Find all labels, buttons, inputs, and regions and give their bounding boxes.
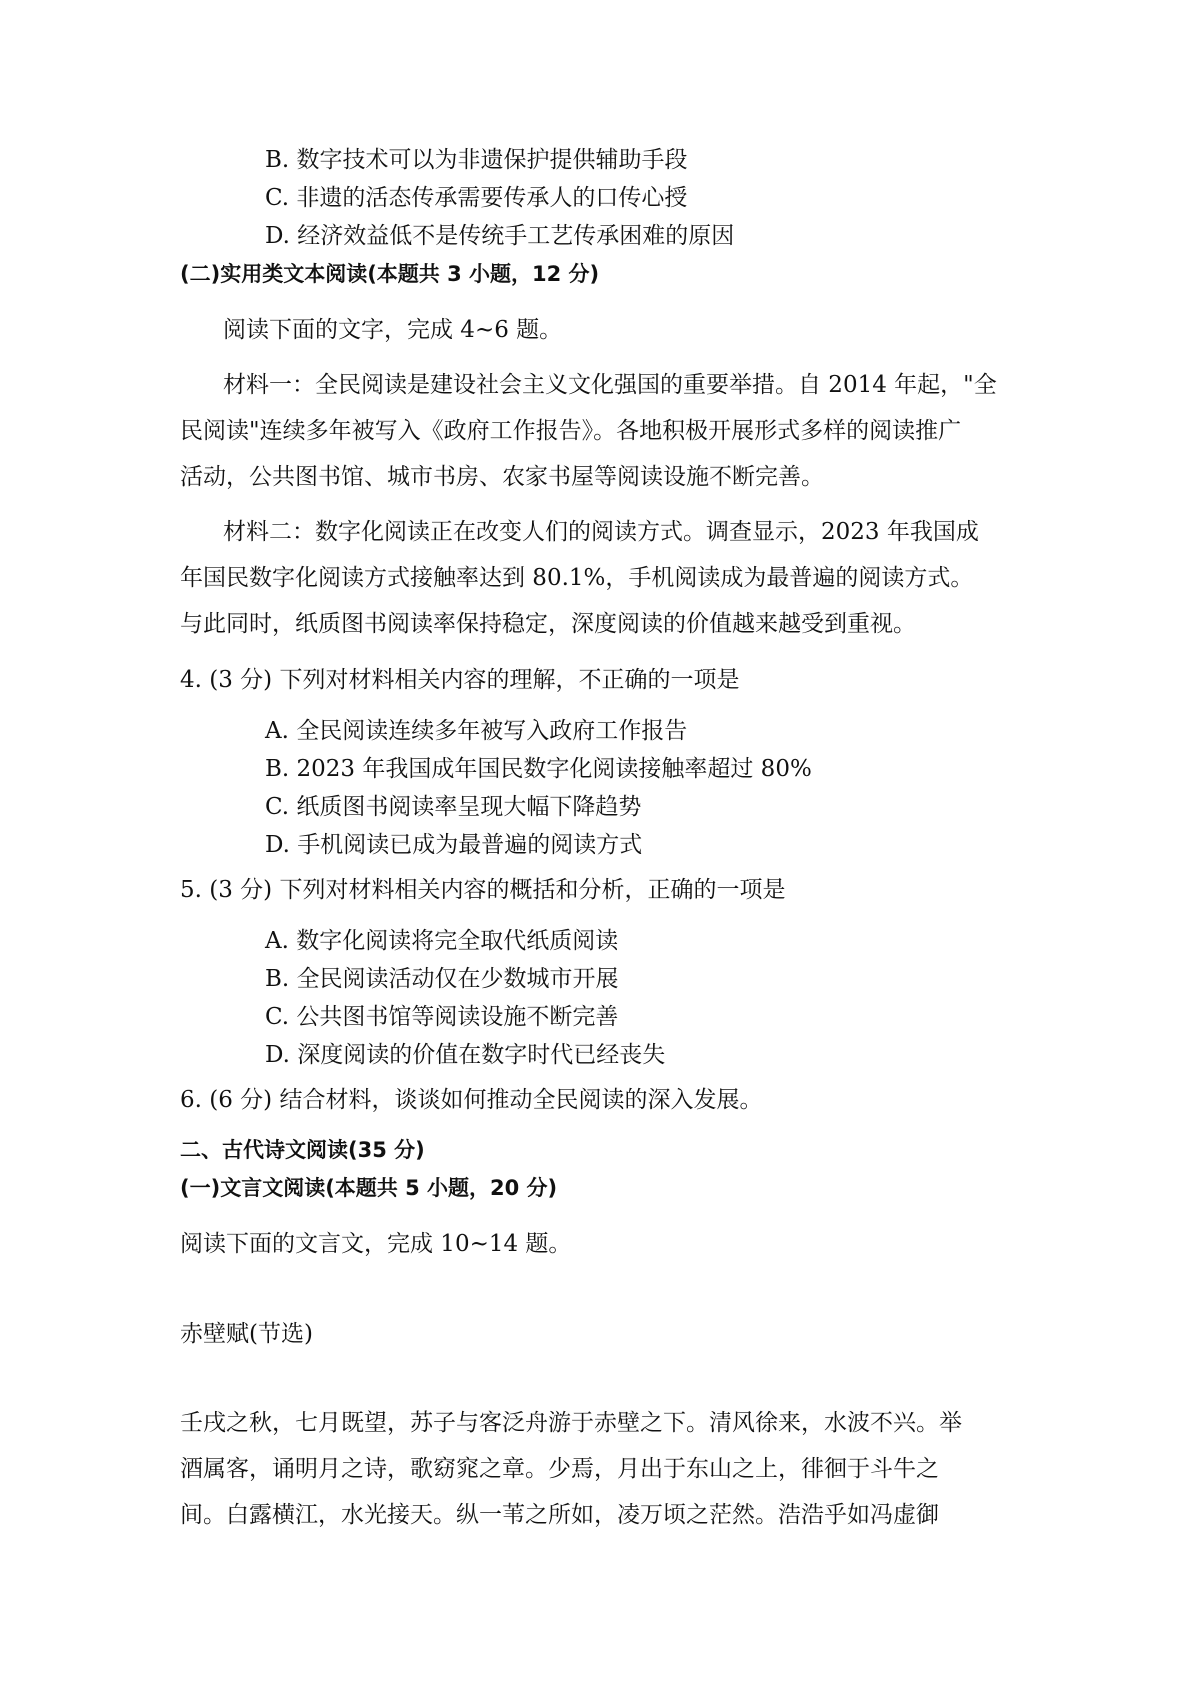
classical-text-line: 壬戌之秋，七月既望，苏子与客泛舟游于赤壁之下。清风徐来，水波不兴。举: [180, 1410, 962, 1436]
material-2-line: 材料二：数字化阅读正在改变人们的阅读方式。调查显示，2023 年我国成: [223, 519, 979, 545]
material-2-line: 年国民数字化阅读方式接触率达到 80.1%，手机阅读成为最普遍的阅读方式。: [180, 565, 974, 591]
q5-option-a: A. 数字化阅读将完全取代纸质阅读: [265, 928, 619, 954]
q3-option-d: D. 经济效益低不是传统手工艺传承困难的原因: [265, 223, 735, 249]
q5-option-c: C. 公共图书馆等阅读设施不断完善: [265, 1004, 619, 1030]
q4-option-a: A. 全民阅读连续多年被写入政府工作报告: [265, 718, 688, 744]
material-1-line: 材料一：全民阅读是建设社会主义文化强国的重要举措。自 2014 年起，"全: [223, 372, 997, 398]
question-5-stem: 5. (3 分) 下列对材料相关内容的概括和分析，正确的一项是: [180, 877, 786, 903]
section-heading-practical-reading: (二)实用类文本阅读(本题共 3 小题，12 分): [180, 262, 600, 286]
classical-instruction: 阅读下面的文言文，完成 10~14 题。: [180, 1231, 572, 1257]
q5-option-d: D. 深度阅读的价值在数字时代已经丧失: [265, 1042, 666, 1068]
classical-text-line: 间。白露横江，水光接天。纵一苇之所如，凌万顷之茫然。浩浩乎如冯虚御: [180, 1502, 939, 1528]
material-1-line: 活动，公共图书馆、城市书房、农家书屋等阅读设施不断完善。: [180, 464, 824, 490]
q5-option-b: B. 全民阅读活动仅在少数城市开展: [265, 966, 619, 992]
material-1-line: 民阅读"连续多年被写入《政府工作报告》。各地积极开展形式多样的阅读推广: [180, 418, 962, 444]
question-4-stem: 4. (3 分) 下列对材料相关内容的理解，不正确的一项是: [180, 667, 740, 693]
section-instruction: 阅读下面的文字，完成 4~6 题。: [223, 317, 563, 343]
question-6-stem: 6. (6 分) 结合材料，谈谈如何推动全民阅读的深入发展。: [180, 1087, 763, 1113]
classical-text-title: 赤壁赋(节选): [180, 1321, 313, 1347]
section-heading-classical-chinese: (一)文言文阅读(本题共 5 小题，20 分): [180, 1176, 558, 1200]
q4-option-c: C. 纸质图书阅读率呈现大幅下降趋势: [265, 794, 642, 820]
material-2-line: 与此同时，纸质图书阅读率保持稳定，深度阅读的价值越来越受到重视。: [180, 611, 916, 637]
q4-option-b: B. 2023 年我国成年国民数字化阅读接触率超过 80%: [265, 756, 812, 782]
part-2-heading: 二、古代诗文阅读(35 分): [180, 1138, 425, 1162]
q3-option-b: B. 数字技术可以为非遗保护提供辅助手段: [265, 147, 688, 173]
classical-text-line: 酒属客，诵明月之诗，歌窈窕之章。少焉，月出于东山之上，徘徊于斗牛之: [180, 1456, 939, 1482]
q4-option-d: D. 手机阅读已成为最普遍的阅读方式: [265, 832, 643, 858]
q3-option-c: C. 非遗的活态传承需要传承人的口传心授: [265, 185, 688, 211]
